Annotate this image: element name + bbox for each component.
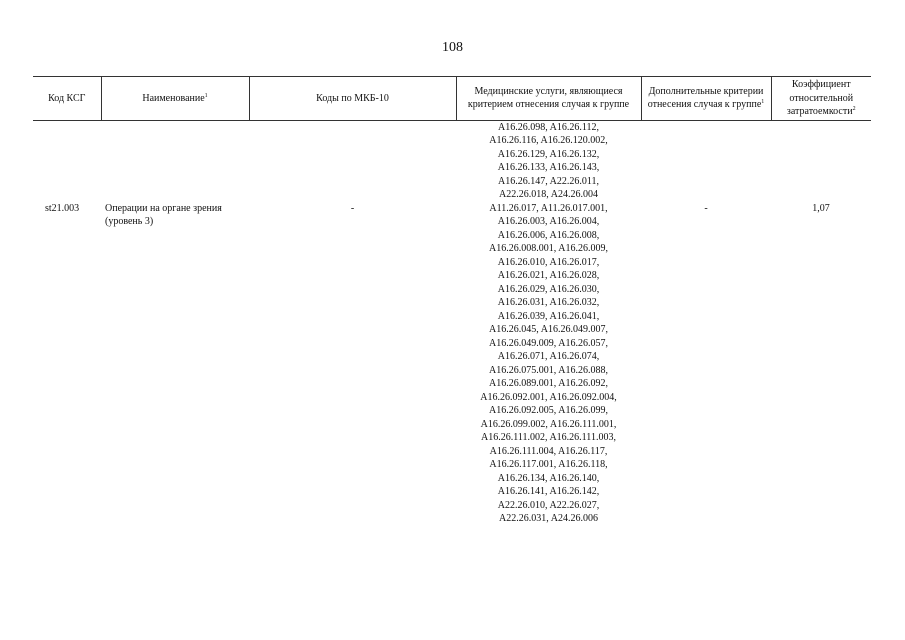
cell-name: Операции на органе зрения (уровень 3) <box>105 202 222 227</box>
service-code-line: A22.26.018, A24.26.004 <box>499 189 598 200</box>
cell-extra <box>641 120 771 202</box>
service-code-line: A22.26.031, A24.26.006 <box>499 513 598 524</box>
header-name: Наименование$^1$ <box>101 77 249 121</box>
service-code-line: A16.26.031, A16.26.032, <box>497 297 600 308</box>
cell-extra: - <box>704 202 708 214</box>
service-code-line: A16.26.117.001, A16.26.118, <box>489 459 608 470</box>
service-code-line: A16.26.039, A16.26.041, <box>497 310 600 322</box>
page-number: 108 <box>442 40 463 55</box>
table-row-continuation <box>33 120 871 202</box>
footnote-marker: 1 <box>761 99 765 106</box>
service-code-line: A16.26.116, A16.26.120.002, <box>489 135 608 146</box>
service-code-line: A16.26.111.004, A16.26.117, <box>489 445 608 457</box>
cell-name <box>101 120 249 202</box>
cell-code <box>33 120 101 202</box>
ksg-table <box>33 76 871 526</box>
cell-coef: 1,07 <box>812 202 830 214</box>
service-code-line: A16.26.029, A16.26.030, <box>497 283 600 295</box>
cell-code: st21.003 <box>45 202 80 214</box>
header-services: Медицинские услуги, являющиеся критерием отнесения случая к группе <box>456 77 641 121</box>
table-header-row <box>33 77 871 121</box>
cell-mkb <box>249 120 456 202</box>
header-extra-criteria: Дополнительные критерии отнесения случая к группе$^1$ <box>641 77 771 121</box>
service-code-line: A16.26.099.002, A16.26.111.001, <box>480 418 617 430</box>
footnote-marker: 1 <box>204 92 208 99</box>
cell-services <box>456 202 641 526</box>
service-code-line: A16.26.133, A16.26.143, <box>497 162 600 173</box>
service-code-line: A16.26.134, A16.26.140, <box>497 472 600 484</box>
service-code-line: A16.26.021, A16.26.028, <box>497 270 600 281</box>
service-code-line: A16.26.092.005, A16.26.099, <box>489 405 608 416</box>
cell-coef <box>771 120 871 202</box>
header-code: Код КСГ <box>33 77 101 121</box>
service-code-line: A11.26.017, A11.26.017.001, <box>489 202 608 214</box>
service-code-line: A16.26.071, A16.26.074, <box>497 351 600 362</box>
cell-services <box>456 120 641 202</box>
service-code-line: A16.26.111.002, A16.26.111.003, <box>481 432 616 443</box>
cell-mkb: - <box>350 202 355 214</box>
service-code-line: A16.26.129, A16.26.132, <box>497 148 600 160</box>
service-code-line: A16.26.092.001, A16.26.092.004, <box>480 391 617 403</box>
service-code-line: A16.26.006, A16.26.008, <box>497 229 600 241</box>
footnote-marker: 2 <box>852 106 856 112</box>
service-code-line: A22.26.010, A22.26.027, <box>497 499 600 511</box>
service-code-line: A16.26.098, A16.26.112, <box>497 121 600 133</box>
service-code-line: A16.26.049.009, A16.26.057, <box>489 337 608 349</box>
table-row <box>33 202 871 526</box>
service-code-line: A16.26.075.001, A16.26.088, <box>489 364 608 376</box>
service-code-line: A16.26.141, A16.26.142, <box>497 486 600 497</box>
service-code-line: A16.26.010, A16.26.017, <box>497 256 600 268</box>
header-mkb: Коды по МКБ-10 <box>249 77 456 121</box>
service-code-line: A16.26.045, A16.26.049.007, <box>489 324 608 335</box>
service-code-line: A16.26.089.001, A16.26.092, <box>489 378 608 389</box>
header-coefficient: Коэффициент относительной затратоемкости$^2$ <box>771 77 871 121</box>
service-code-line: A16.26.008.001, A16.26.009, <box>489 243 608 254</box>
service-code-line: A16.26.003, A16.26.004, <box>497 216 600 227</box>
service-code-line: A16.26.147, A22.26.011, <box>497 175 600 187</box>
